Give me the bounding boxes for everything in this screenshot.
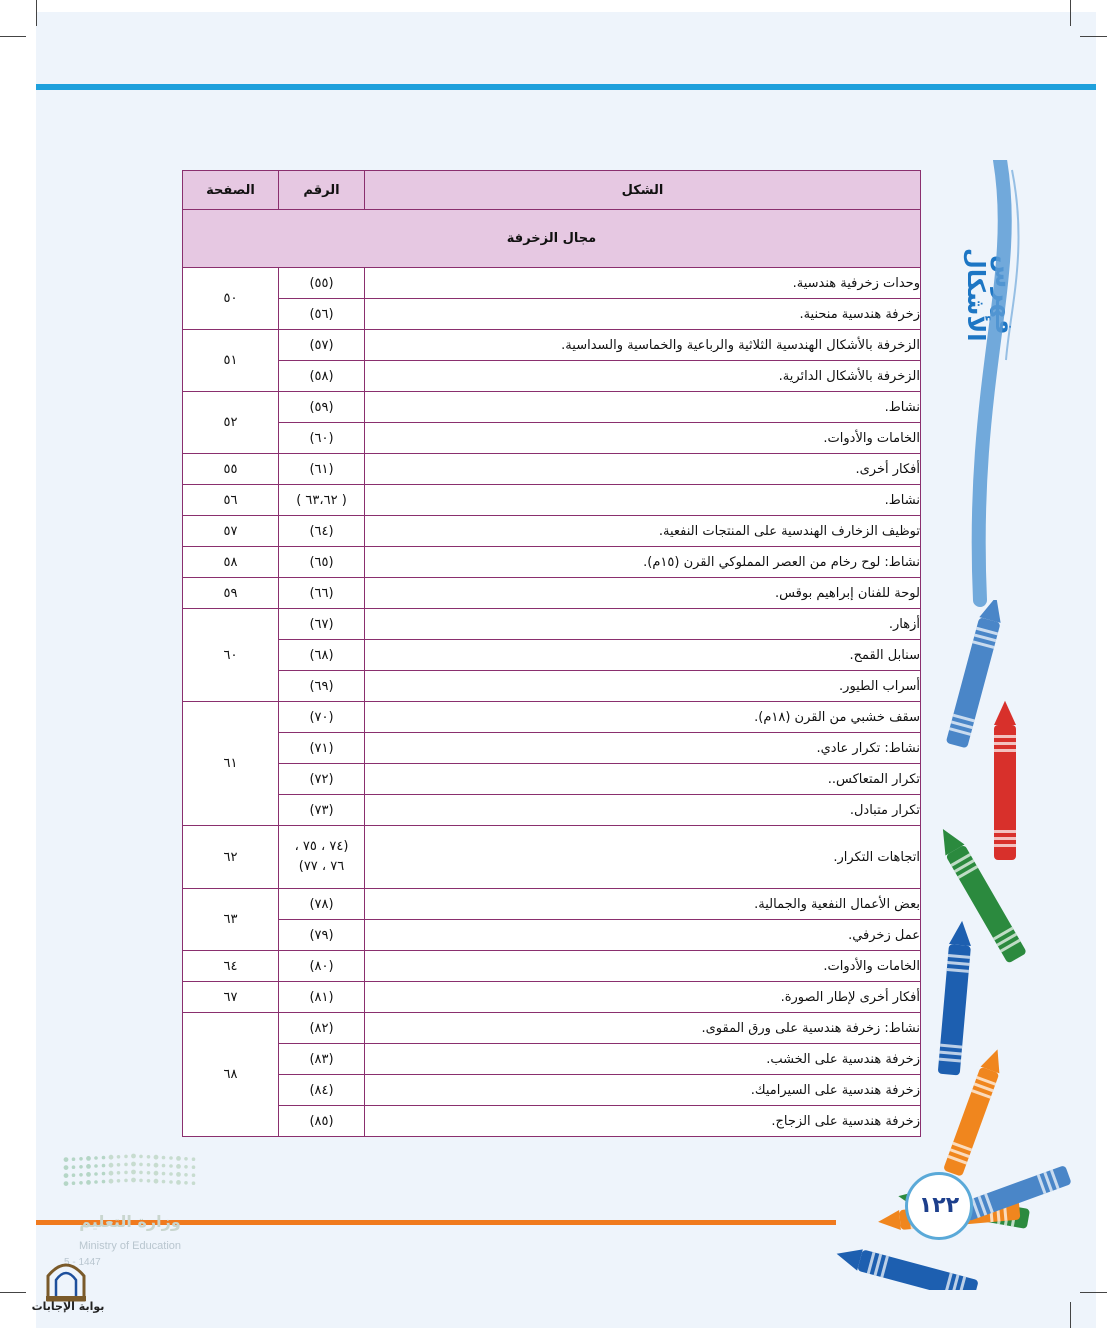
moe-logo-dot xyxy=(176,1180,181,1185)
moe-logo-dot xyxy=(72,1181,76,1185)
moe-logo-dot xyxy=(176,1164,181,1169)
shape-number: (٥٧) xyxy=(279,330,365,361)
shape-number-line: (٧٤ ، ٧٥ ، xyxy=(294,839,349,854)
moe-logo-dot xyxy=(109,1163,114,1168)
shape-description: زخرفة هندسية على السيراميك. xyxy=(365,1075,921,1106)
moe-logo-dot xyxy=(86,1172,91,1177)
page-ref: ٥٩ xyxy=(183,578,279,609)
shape-number: (٥٦) xyxy=(279,299,365,330)
moe-logo-dot xyxy=(72,1157,76,1161)
shape-description: اتجاهات التكرار. xyxy=(365,826,921,889)
shape-description: سقف خشبي من القرن (١٨م). xyxy=(365,702,921,733)
moe-logo-dot xyxy=(131,1178,136,1183)
page-ref: ٦٧ xyxy=(183,982,279,1013)
shape-description: عمل زخرفي. xyxy=(365,920,921,951)
moe-logo-dot xyxy=(109,1155,114,1160)
moe-logo-dot xyxy=(117,1163,121,1167)
shape-number: (٦٨) xyxy=(279,640,365,671)
shape-number: (٥٨) xyxy=(279,361,365,392)
moe-logo-dot xyxy=(192,1157,196,1161)
top-accent-line xyxy=(36,84,1096,90)
shape-number: (٦٤) xyxy=(279,516,365,547)
moe-logo-dot xyxy=(162,1172,166,1176)
shape-description: سنابل القمح. xyxy=(365,640,921,671)
shape-number: (٧٣) xyxy=(279,795,365,826)
page-ref: ٦٤ xyxy=(183,951,279,982)
moe-logo-dot xyxy=(102,1180,106,1184)
crayon-tip xyxy=(949,920,973,946)
shape-description: الزخرفة بالأشكال الهندسية الثلاثية والرباعية والخماسية والسداسية. xyxy=(365,330,921,361)
decorative-swoosh xyxy=(960,160,1030,620)
shape-description: زخرفة هندسية منحنية. xyxy=(365,299,921,330)
crop-mark xyxy=(1080,1292,1107,1293)
moe-logo-dot xyxy=(192,1181,196,1185)
page-ref: ٥٧ xyxy=(183,516,279,547)
moe-logo-dot xyxy=(124,1179,128,1183)
moe-logo-dot xyxy=(64,1157,69,1162)
moe-logo-dot xyxy=(139,1155,143,1159)
page-ref: ٥٢ xyxy=(183,392,279,454)
shape-description: نشاط: زخرفة هندسية على ورق المقوى. xyxy=(365,1013,921,1044)
crop-mark xyxy=(1070,0,1071,26)
moe-logo-dot xyxy=(94,1172,98,1176)
shape-description: توظيف الزخارف الهندسية على المنتجات النفعية. xyxy=(365,516,921,547)
moe-logo-dot xyxy=(131,1162,136,1167)
shape-number: (٦٠) xyxy=(279,423,365,454)
moe-logo-dot xyxy=(124,1155,128,1159)
shape-number: (٧٢) xyxy=(279,764,365,795)
moe-logo-dot xyxy=(64,1173,69,1178)
moe-english-name: Ministry of Education xyxy=(78,1240,182,1252)
moe-logo-dot xyxy=(94,1164,98,1168)
moe-logo-dot xyxy=(86,1156,91,1161)
crayon-stripe xyxy=(994,735,1016,738)
crop-mark xyxy=(1070,1302,1071,1328)
shape-number: (٦٩) xyxy=(279,671,365,702)
moe-logo-dot xyxy=(124,1163,128,1167)
crayon-stripe xyxy=(994,742,1016,745)
moe-logo-dot xyxy=(147,1179,151,1183)
shape-description: الخامات والأدوات. xyxy=(365,951,921,982)
shape-description: وحدات زخرفية هندسية. xyxy=(365,268,921,299)
crayon-tip xyxy=(877,1210,901,1232)
swoosh-path xyxy=(979,160,1005,600)
moe-logo-icon xyxy=(62,1150,198,1200)
moe-logo-dot xyxy=(139,1171,143,1175)
shape-description: زخرفة هندسية على الزجاج. xyxy=(365,1106,921,1137)
shape-description: أفكار أخرى لإطار الصورة. xyxy=(365,982,921,1013)
moe-year: 5 - 1447 xyxy=(64,1257,101,1268)
moe-logo-dot xyxy=(154,1155,159,1160)
shape-number: (٥٩) xyxy=(279,392,365,423)
crop-mark xyxy=(1080,36,1107,37)
moe-logo-dot xyxy=(131,1170,136,1175)
header-number: الرقم xyxy=(279,171,365,210)
moe-logo-dot xyxy=(94,1156,98,1160)
moe-logo-dot xyxy=(184,1165,188,1169)
shape-number: (٨٥) xyxy=(279,1106,365,1137)
moe-logo-dot xyxy=(79,1165,83,1169)
section-row xyxy=(183,210,921,268)
page-ref: ٦٣ xyxy=(183,889,279,951)
shape-description: نشاط. xyxy=(365,485,921,516)
shape-description: الزخرفة بالأشكال الدائرية. xyxy=(365,361,921,392)
crayon-icon xyxy=(834,1243,979,1290)
table-header-row xyxy=(183,171,921,210)
moe-logo-dot xyxy=(94,1180,98,1184)
moe-logo-dot xyxy=(169,1164,173,1168)
site-logo-arch xyxy=(48,1265,84,1300)
site-name[interactable]: بوابة الإجابات xyxy=(31,1300,105,1313)
table-row xyxy=(183,330,921,361)
shape-number: (٧٨) xyxy=(279,889,365,920)
moe-logo-dot xyxy=(72,1165,76,1169)
shape-description: نشاط: تكرار عادي. xyxy=(365,733,921,764)
shape-number: (٦٥) xyxy=(279,547,365,578)
crop-mark xyxy=(36,0,37,26)
section-title: مجال الزخرفة xyxy=(183,210,921,268)
crayon-tip xyxy=(994,701,1016,725)
page-ref: ٥٠ xyxy=(183,268,279,330)
shape-number: (٦٦) xyxy=(279,578,365,609)
shape-description: بعض الأعمال النفعية والجمالية. xyxy=(365,889,921,920)
shape-description: الخامات والأدوات. xyxy=(365,423,921,454)
moe-logo-dot xyxy=(169,1156,173,1160)
shape-description: نشاط. xyxy=(365,392,921,423)
moe-logo-dot xyxy=(154,1163,159,1168)
shape-description: أزهار. xyxy=(365,609,921,640)
page-ref: ٥٥ xyxy=(183,454,279,485)
page-ref: ٦١ xyxy=(183,702,279,826)
shape-number: (٧٩) xyxy=(279,920,365,951)
moe-logo-dot xyxy=(102,1172,106,1176)
header-page: الصفحة xyxy=(183,171,279,210)
moe-logo-dot xyxy=(184,1173,188,1177)
moe-logo-dot xyxy=(162,1156,166,1160)
shape-description: تكرار متبادل. xyxy=(365,795,921,826)
moe-logo-dot xyxy=(109,1179,114,1184)
moe-logo-dot xyxy=(176,1172,181,1177)
crayon-icon xyxy=(938,920,973,1076)
page-ref: ٥٦ xyxy=(183,485,279,516)
shape-number xyxy=(279,826,365,889)
moe-logo-dot xyxy=(64,1165,69,1170)
moe-logo-dot xyxy=(124,1171,128,1175)
table-row xyxy=(183,485,921,516)
table-row xyxy=(183,392,921,423)
moe-logo-dot xyxy=(147,1163,151,1167)
moe-logo-dot xyxy=(86,1180,91,1185)
moe-logo-dot xyxy=(79,1181,83,1185)
moe-logo-dot xyxy=(117,1171,121,1175)
crayon-stripe xyxy=(994,830,1016,833)
shape-number: (٦١) xyxy=(279,454,365,485)
moe-logo-dot xyxy=(169,1172,173,1176)
page-ref: ٥٨ xyxy=(183,547,279,578)
crayon-icon xyxy=(994,701,1016,860)
moe-logo-dot xyxy=(176,1156,181,1161)
moe-logo-dot xyxy=(154,1171,159,1176)
moe-logo-dot xyxy=(72,1173,76,1177)
moe-logo-dot xyxy=(184,1157,188,1161)
shape-number: (٧١) xyxy=(279,733,365,764)
page-number: ١٢٢ xyxy=(905,1172,973,1240)
moe-logo-dot xyxy=(79,1157,83,1161)
shape-number: (٨٠) xyxy=(279,951,365,982)
moe-logo-dot xyxy=(117,1155,121,1159)
moe-logo-dot xyxy=(102,1156,106,1160)
site-logo-inner xyxy=(56,1273,76,1300)
moe-logo-dot xyxy=(162,1180,166,1184)
shape-description: تكرار المتعاكس.. xyxy=(365,764,921,795)
moe-logo-dot xyxy=(117,1179,121,1183)
moe-logo-dot xyxy=(154,1179,159,1184)
table-row xyxy=(183,454,921,485)
shape-number: (٧٠) xyxy=(279,702,365,733)
moe-logo-dot xyxy=(184,1181,188,1185)
shape-number: ( ٦٣،٦٢ ) xyxy=(279,485,365,516)
shape-description: أفكار أخرى. xyxy=(365,454,921,485)
crop-mark xyxy=(0,36,26,37)
shape-description: نشاط: لوح رخام من العصر المملوكي القرن (١٥م). xyxy=(365,547,921,578)
moe-logo-dot xyxy=(102,1164,106,1168)
moe-logo-dot xyxy=(147,1155,151,1159)
crop-mark xyxy=(0,1292,26,1293)
table-row xyxy=(183,361,921,392)
moe-logo-dot xyxy=(139,1163,143,1167)
shape-description: زخرفة هندسية على الخشب. xyxy=(365,1044,921,1075)
crayon-stripe xyxy=(994,844,1016,847)
page-ref: ٦٠ xyxy=(183,609,279,702)
moe-logo-dot xyxy=(79,1173,83,1177)
table-row xyxy=(183,547,921,578)
moe-logo-dot xyxy=(109,1171,114,1176)
shape-number: (٨٢) xyxy=(279,1013,365,1044)
table-row xyxy=(183,268,921,299)
shape-number: (٦٧) xyxy=(279,609,365,640)
site-logo-icon[interactable] xyxy=(44,1254,88,1302)
shape-description: أسراب الطيور. xyxy=(365,671,921,702)
moe-logo-dot xyxy=(169,1180,173,1184)
shape-number-line: ٧٦ ، ٧٧) xyxy=(298,859,345,874)
moe-logo-dot xyxy=(86,1164,91,1169)
shape-number: (٨١) xyxy=(279,982,365,1013)
moe-logo-dot xyxy=(131,1154,136,1159)
crayon-stripe xyxy=(994,749,1016,752)
page-ref: ٦٨ xyxy=(183,1013,279,1137)
table-row xyxy=(183,516,921,547)
moe-logo-dot xyxy=(192,1173,196,1177)
side-title: فهرس الأشكال xyxy=(962,248,1018,342)
moe-logo-dot xyxy=(192,1165,196,1169)
crayon-stripe xyxy=(994,837,1016,840)
page-ref: ٦٢ xyxy=(183,826,279,889)
moe-logo-dot xyxy=(139,1179,143,1183)
shape-description: لوحة للفنان إبراهيم بوقس. xyxy=(365,578,921,609)
page-ref: ٥١ xyxy=(183,330,279,392)
table-row xyxy=(183,299,921,330)
moe-logo-dot xyxy=(162,1164,166,1168)
header-shape: الشكل xyxy=(365,171,921,210)
table-row xyxy=(183,423,921,454)
moe-arabic-name: وزارة التعليم xyxy=(79,1212,181,1231)
shape-number: (٨٣) xyxy=(279,1044,365,1075)
shape-number: (٨٤) xyxy=(279,1075,365,1106)
moe-logo-dot xyxy=(64,1181,69,1186)
moe-logo-dot xyxy=(147,1171,151,1175)
shape-number: (٥٥) xyxy=(279,268,365,299)
